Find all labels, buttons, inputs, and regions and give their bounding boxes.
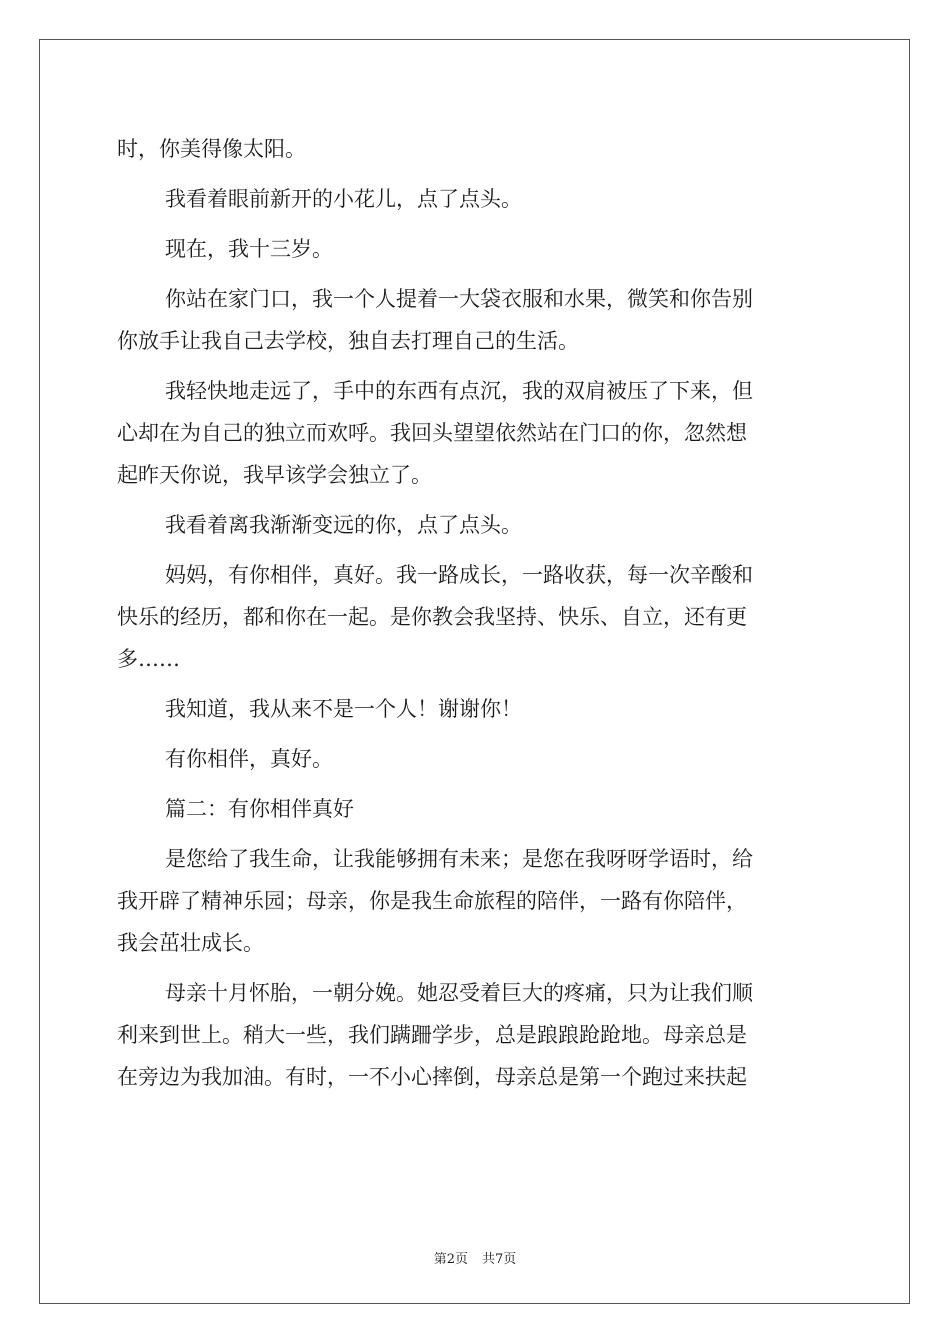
paragraph-line: 利来到世上。稍大一些，我们蹒跚学步，总是踉踉跄跄地。母亲总是: [117, 1023, 747, 1047]
paragraph-line: 起昨天你说，我早该学会独立了。: [117, 463, 432, 487]
page-footer: [0, 1248, 950, 1267]
paragraph-line: 心却在为自己的独立而欢呼。我回头望望依然站在门口的你，忽然想: [117, 421, 747, 445]
paragraph-line: 我看着眼前新开的小花儿，点了点头。: [165, 187, 522, 211]
paragraph: [117, 738, 833, 780]
paragraph-line: 在旁边为我加油。有时，一不小心摔倒，母亲总是第一个跑过来扶起: [117, 1065, 747, 1089]
paragraph: [117, 688, 833, 730]
page-number: 第2页: [433, 1252, 468, 1267]
paragraph: [117, 788, 833, 830]
paragraph-line: 我轻快地走远了，手中的东西有点沉，我的双肩被压了下来，但: [165, 379, 753, 403]
paragraph: [117, 278, 833, 362]
paragraph-line: 妈妈，有你相伴，真好。我一路成长，一路收获，每一次辛酸和: [165, 563, 753, 587]
paragraph: [117, 370, 833, 496]
paragraph-line: 你放手让我自己去学校，独自去打理自己的生活。: [117, 329, 579, 353]
paragraph-line: 我开辟了精神乐园；母亲，你是我生命旅程的陪伴，一路有你陪伴，: [117, 889, 747, 913]
paragraph-line: 我知道，我从来不是一个人！谢谢你！: [165, 697, 522, 721]
paragraph-line: 篇二：有你相伴真好: [165, 797, 354, 821]
paragraph: [117, 128, 833, 170]
paragraph-line: 母亲十月怀胎，一朝分娩。她忍受着巨大的疼痛，只为让我们顺: [165, 981, 753, 1005]
paragraph: [117, 504, 833, 546]
paragraph: [117, 972, 833, 1098]
paragraph: [117, 178, 833, 220]
paragraph-line: 快乐的经历，都和你在一起。是你教会我坚持、快乐、自立，还有更: [117, 605, 747, 629]
paragraph: [117, 838, 833, 964]
paragraph-line: 是您给了我生命，让我能够拥有未来；是您在我呀呀学语时，给: [165, 847, 753, 871]
paragraph-line: 多……: [117, 647, 180, 671]
document-body: [117, 128, 833, 1098]
paragraph-line: 现在，我十三岁。: [165, 237, 333, 261]
paragraph-line: 时，你美得像太阳。: [117, 137, 306, 161]
paragraph: [117, 228, 833, 270]
paragraph-line: 有你相伴，真好。: [165, 747, 333, 771]
page-total: 共7页: [482, 1252, 517, 1267]
paragraph: [117, 554, 833, 680]
paragraph-line: 我看着离我渐渐变远的你，点了点头。: [165, 513, 522, 537]
paragraph-line: 我会茁壮成长。: [117, 931, 264, 955]
paragraph-line: 你站在家门口，我一个人提着一大袋衣服和水果，微笑和你告别: [165, 287, 753, 311]
